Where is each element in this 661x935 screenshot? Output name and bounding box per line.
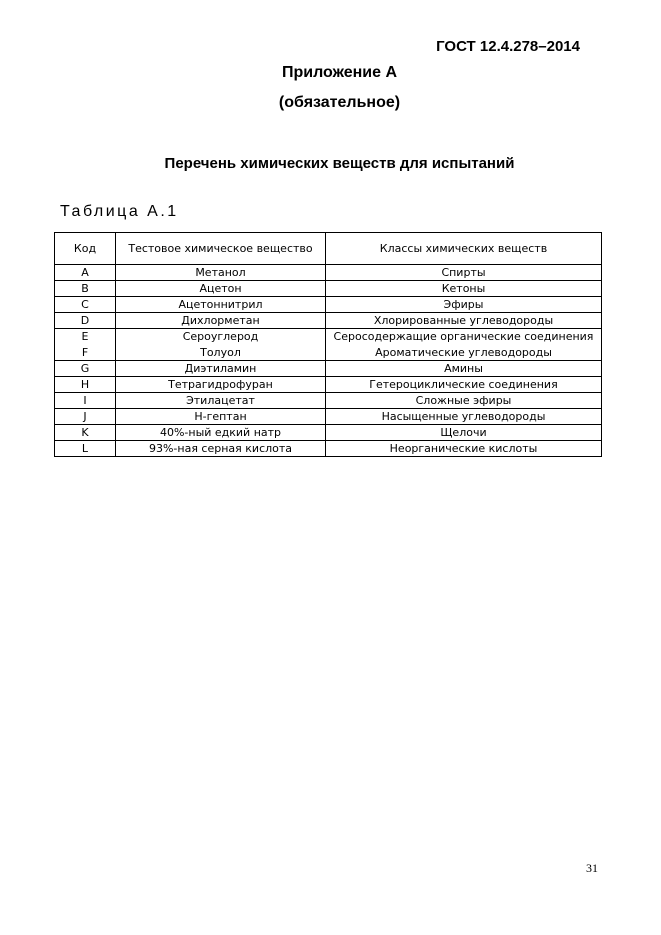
cell-substance: Ацетон: [116, 281, 326, 297]
cell-class: Кетоны: [326, 281, 602, 297]
cell-code: B: [55, 281, 116, 297]
cell-substance: 93%-ная серная кислота: [116, 441, 326, 457]
cell-class: Серосодержащие органические соединения: [326, 329, 602, 345]
cell-substance: Диэтиламин: [116, 361, 326, 377]
table-row: [55, 361, 602, 377]
table-row: [55, 345, 602, 361]
header-substance: Тестовое химическое вещество: [116, 233, 326, 265]
cell-substance: Тетрагидрофуран: [116, 377, 326, 393]
table-row: [55, 377, 602, 393]
cell-class: Насыщенные углеводороды: [326, 409, 602, 425]
cell-code: C: [55, 297, 116, 313]
table-row: [55, 441, 602, 457]
cell-class: Сложные эфиры: [326, 393, 602, 409]
page-number: 31: [586, 861, 598, 875]
chemicals-table: [54, 232, 602, 457]
standard-number: ГОСТ 12.4.278–2014: [436, 38, 580, 55]
cell-code: H: [55, 377, 116, 393]
table-header-row: [55, 233, 602, 265]
cell-substance: Дихлорметан: [116, 313, 326, 329]
cell-code: K: [55, 425, 116, 441]
cell-class: Эфиры: [326, 297, 602, 313]
cell-class: Неорганические кислоты: [326, 441, 602, 457]
cell-class: Гетероциклические соединения: [326, 377, 602, 393]
table-row: [55, 313, 602, 329]
cell-substance: Сероуглерод: [116, 329, 326, 345]
cell-substance: Н-гептан: [116, 409, 326, 425]
header-class: Классы химических веществ: [326, 233, 602, 265]
cell-code: E: [55, 329, 116, 345]
table-row: [55, 409, 602, 425]
cell-substance: Толуол: [116, 345, 326, 361]
cell-class: Щелочи: [326, 425, 602, 441]
cell-code: I: [55, 393, 116, 409]
cell-code: F: [55, 345, 116, 361]
table-row: [55, 265, 602, 281]
cell-substance: Метанол: [116, 265, 326, 281]
cell-class: Хлорированные углеводороды: [326, 313, 602, 329]
section-title: Перечень химических веществ для испытаний: [164, 155, 515, 172]
cell-code: A: [55, 265, 116, 281]
cell-class: Спирты: [326, 265, 602, 281]
appendix-status: (обязательное): [278, 94, 401, 111]
table-row: [55, 297, 602, 313]
cell-substance: Этилацетат: [116, 393, 326, 409]
table-caption: Таблица А.1: [60, 203, 179, 220]
header-code: Код: [55, 233, 116, 265]
cell-class: Амины: [326, 361, 602, 377]
table-row: [55, 425, 602, 441]
cell-code: L: [55, 441, 116, 457]
table-row: [55, 329, 602, 345]
cell-code: D: [55, 313, 116, 329]
appendix-title: Приложение А: [281, 64, 398, 81]
cell-substance: Ацетоннитрил: [116, 297, 326, 313]
table-row: [55, 393, 602, 409]
cell-substance: 40%-ный едкий натр: [116, 425, 326, 441]
cell-code: J: [55, 409, 116, 425]
cell-class: Ароматические углеводороды: [326, 345, 602, 361]
cell-code: G: [55, 361, 116, 377]
table-row: [55, 281, 602, 297]
